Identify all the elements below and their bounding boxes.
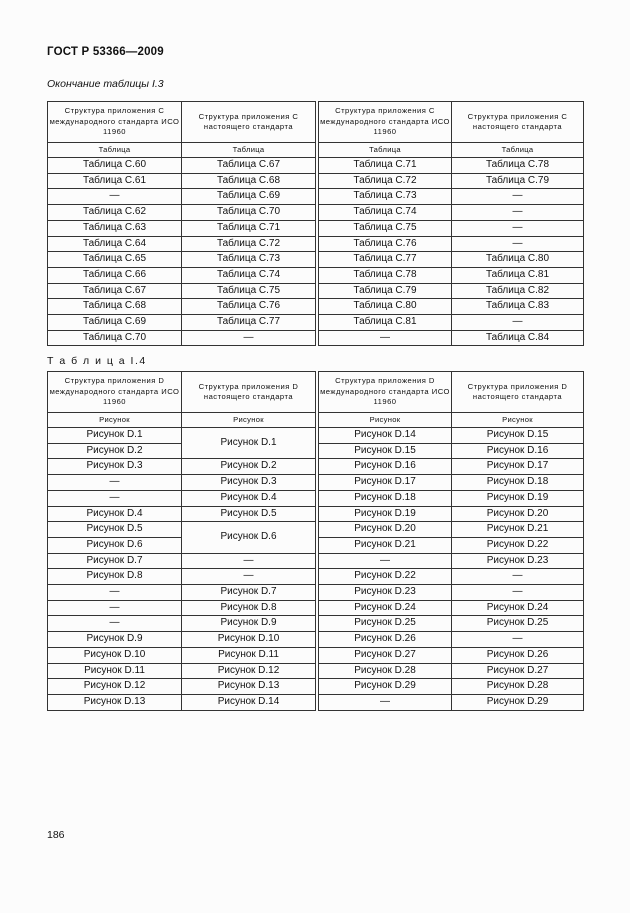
table-cell: Рисунок D.24	[452, 600, 584, 616]
table-cell: Рисунок D.6	[48, 537, 182, 553]
table-cell: —	[452, 585, 584, 601]
table-cell: Рисунок D.9	[48, 632, 182, 648]
header-cell: Структура приложения D настоящего стандарта	[452, 372, 584, 413]
document-header: ГОСТ Р 53366—2009	[47, 46, 164, 58]
table-cell: Таблица C.71	[319, 158, 452, 174]
table-cell: Таблица C.81	[319, 315, 452, 331]
subheader-cell: Рисунок	[182, 413, 316, 428]
table-cell: —	[452, 315, 584, 331]
table-cell: Таблица C.76	[319, 236, 452, 252]
table-cell: Таблица C.67	[48, 283, 182, 299]
table-cell: —	[48, 189, 182, 205]
table-header-row	[48, 102, 584, 143]
table-cell: —	[452, 220, 584, 236]
table-subheader-row	[48, 143, 584, 158]
table-row	[48, 189, 584, 205]
table-cell: Рисунок D.11	[48, 663, 182, 679]
subheader-cell: Таблица	[48, 143, 182, 158]
table-cell: Рисунок D.12	[48, 679, 182, 695]
table-cell: Рисунок D.21	[452, 522, 584, 538]
table-cell: Рисунок D.12	[182, 663, 316, 679]
table-cell: Рисунок D.20	[452, 506, 584, 522]
table-row	[48, 158, 584, 174]
table-cell: Рисунок D.22	[319, 569, 452, 585]
table-cell: —	[319, 553, 452, 569]
table-cell: —	[48, 475, 182, 491]
table-cell: Таблица C.71	[182, 220, 316, 236]
table-row	[48, 205, 584, 221]
table-cell: Рисунок D.19	[319, 506, 452, 522]
header-cell: Структура приложения D настоящего стандарта	[182, 372, 316, 413]
table-cell: Таблица C.69	[48, 315, 182, 331]
table-row	[48, 537, 584, 553]
table-cell: Таблица C.84	[452, 330, 584, 346]
table-cell: Таблица C.70	[48, 330, 182, 346]
table-cell: Рисунок D.1	[182, 428, 316, 459]
table-cell: Рисунок D.25	[452, 616, 584, 632]
table-body	[48, 428, 584, 711]
table-cell: Таблица C.82	[452, 283, 584, 299]
table-cell: Рисунок D.16	[452, 443, 584, 459]
table-cell: Таблица C.68	[48, 299, 182, 315]
table-cell: Рисунок D.14	[182, 694, 316, 710]
table-cell: Таблица C.61	[48, 173, 182, 189]
table-cell: Таблица C.80	[319, 299, 452, 315]
table-cell: Таблица C.60	[48, 158, 182, 174]
table-cell: —	[319, 694, 452, 710]
table-caption: Окончание таблицы I.3	[47, 78, 164, 90]
table-row	[48, 252, 584, 268]
header-cell: Структура приложения D международного стандарта ИСО 11960	[319, 372, 452, 413]
table-cell: Рисунок D.26	[319, 632, 452, 648]
subheader-cell: Рисунок	[319, 413, 452, 428]
table-cell: Рисунок D.7	[48, 553, 182, 569]
table-cell: Таблица C.74	[182, 267, 316, 283]
table-cell: Рисунок D.24	[319, 600, 452, 616]
table-row	[48, 220, 584, 236]
table-cell: Таблица C.66	[48, 267, 182, 283]
header-cell: Структура приложения C настоящего стандарта	[452, 102, 584, 143]
table-cell: Рисунок D.13	[182, 679, 316, 695]
table-cell: Рисунок D.9	[182, 616, 316, 632]
subheader-cell: Таблица	[319, 143, 452, 158]
table-cell: Рисунок D.23	[452, 553, 584, 569]
table-cell: —	[452, 189, 584, 205]
table-cell: Таблица C.75	[319, 220, 452, 236]
table-row	[48, 236, 584, 252]
table-cell: Рисунок D.20	[319, 522, 452, 538]
table-cell: Рисунок D.19	[452, 490, 584, 506]
table-cell: Рисунок D.28	[452, 679, 584, 695]
table-row	[48, 616, 584, 632]
table-cell: Рисунок D.17	[319, 475, 452, 491]
table-cell: Рисунок D.27	[319, 647, 452, 663]
table-cell: Рисунок D.3	[182, 475, 316, 491]
table-row	[48, 475, 584, 491]
table-cell: Таблица C.80	[452, 252, 584, 268]
table-cell: Рисунок D.27	[452, 663, 584, 679]
table-i3-continuation	[47, 101, 584, 346]
table-cell: Таблица C.75	[182, 283, 316, 299]
table-cell: Рисунок D.4	[48, 506, 182, 522]
table-cell: Таблица C.63	[48, 220, 182, 236]
table-caption: Т а б л и ц а I.4	[47, 355, 147, 367]
table-row	[48, 647, 584, 663]
table-cell: Рисунок D.29	[452, 694, 584, 710]
table-cell: Таблица C.76	[182, 299, 316, 315]
table-cell: Рисунок D.29	[319, 679, 452, 695]
table-cell: Рисунок D.5	[48, 522, 182, 538]
table-cell: Рисунок D.16	[319, 459, 452, 475]
table-cell: —	[182, 569, 316, 585]
table-cell: —	[452, 205, 584, 221]
table-cell: Рисунок D.21	[319, 537, 452, 553]
table-cell: Рисунок D.15	[319, 443, 452, 459]
header-cell: Структура приложения C международного стандарта ИСО 11960	[48, 102, 182, 143]
table-cell: Таблица C.65	[48, 252, 182, 268]
table-cell: —	[182, 330, 316, 346]
table-cell: Рисунок D.8	[48, 569, 182, 585]
table-cell: Рисунок D.23	[319, 585, 452, 601]
table-cell: Рисунок D.4	[182, 490, 316, 506]
page-number: 186	[47, 829, 65, 841]
table-cell: —	[48, 600, 182, 616]
table-cell: Рисунок D.26	[452, 647, 584, 663]
table-cell: Рисунок D.25	[319, 616, 452, 632]
table-cell: Таблица C.68	[182, 173, 316, 189]
table-cell: Рисунок D.3	[48, 459, 182, 475]
header-cell: Структура приложения D международного стандарта ИСО 11960	[48, 372, 182, 413]
table-row	[48, 173, 584, 189]
table-row	[48, 522, 584, 538]
table-row	[48, 600, 584, 616]
table-row	[48, 490, 584, 506]
table-cell: Таблица C.81	[452, 267, 584, 283]
subheader-cell: Таблица	[182, 143, 316, 158]
table-cell: Рисунок D.5	[182, 506, 316, 522]
table-cell: Рисунок D.15	[452, 428, 584, 444]
table-row	[48, 553, 584, 569]
subheader-cell: Таблица	[452, 143, 584, 158]
table-cell: Рисунок D.28	[319, 663, 452, 679]
table-row	[48, 315, 584, 331]
table-cell: —	[48, 616, 182, 632]
table-row	[48, 299, 584, 315]
table-row	[48, 632, 584, 648]
table-cell: —	[452, 632, 584, 648]
table-cell: Рисунок D.10	[48, 647, 182, 663]
table-i4	[47, 371, 584, 711]
table-cell: Рисунок D.2	[48, 443, 182, 459]
table-header-row	[48, 372, 584, 413]
subheader-cell: Рисунок	[48, 413, 182, 428]
table-cell: Рисунок D.17	[452, 459, 584, 475]
table-row	[48, 428, 584, 444]
table-cell: —	[182, 553, 316, 569]
table-cell: —	[319, 330, 452, 346]
table-cell: Таблица C.74	[319, 205, 452, 221]
table-cell: Таблица C.83	[452, 299, 584, 315]
table-row	[48, 663, 584, 679]
table-cell: Таблица C.78	[452, 158, 584, 174]
table-body	[48, 158, 584, 346]
table-cell: Рисунок D.18	[319, 490, 452, 506]
table-cell: Таблица C.78	[319, 267, 452, 283]
table-cell: Рисунок D.10	[182, 632, 316, 648]
table-cell: Таблица C.72	[319, 173, 452, 189]
table-cell: —	[48, 585, 182, 601]
table-cell: —	[452, 569, 584, 585]
table-cell: Таблица C.67	[182, 158, 316, 174]
table-row	[48, 330, 584, 346]
table-cell: Таблица C.77	[182, 315, 316, 331]
table-cell: Таблица C.72	[182, 236, 316, 252]
table-cell: Рисунок D.14	[319, 428, 452, 444]
table-cell: Таблица C.69	[182, 189, 316, 205]
table-cell: Таблица C.70	[182, 205, 316, 221]
table-row	[48, 443, 584, 459]
table-row	[48, 569, 584, 585]
subheader-cell: Рисунок	[452, 413, 584, 428]
table-row	[48, 694, 584, 710]
table-cell: Таблица C.73	[182, 252, 316, 268]
table-row	[48, 679, 584, 695]
table-row	[48, 459, 584, 475]
table-cell: —	[48, 490, 182, 506]
table-cell: Рисунок D.11	[182, 647, 316, 663]
table-cell: Таблица C.73	[319, 189, 452, 205]
table-row	[48, 267, 584, 283]
table-cell: Таблица C.79	[319, 283, 452, 299]
table-cell: —	[452, 236, 584, 252]
table-cell: Рисунок D.22	[452, 537, 584, 553]
table-cell: Рисунок D.6	[182, 522, 316, 553]
table-cell: Таблица C.62	[48, 205, 182, 221]
table-cell: Рисунок D.8	[182, 600, 316, 616]
table-cell: Таблица C.79	[452, 173, 584, 189]
table-cell: Таблица C.77	[319, 252, 452, 268]
table-cell: Рисунок D.1	[48, 428, 182, 444]
header-cell: Структура приложения C международного стандарта ИСО 11960	[319, 102, 452, 143]
table-cell: Рисунок D.13	[48, 694, 182, 710]
table-row	[48, 506, 584, 522]
table-subheader-row	[48, 413, 584, 428]
header-cell: Структура приложения C настоящего стандарта	[182, 102, 316, 143]
table-cell: Рисунок D.2	[182, 459, 316, 475]
table-cell: Таблица C.64	[48, 236, 182, 252]
table-row	[48, 585, 584, 601]
table-cell: Рисунок D.7	[182, 585, 316, 601]
table-cell: Рисунок D.18	[452, 475, 584, 491]
table-row	[48, 283, 584, 299]
